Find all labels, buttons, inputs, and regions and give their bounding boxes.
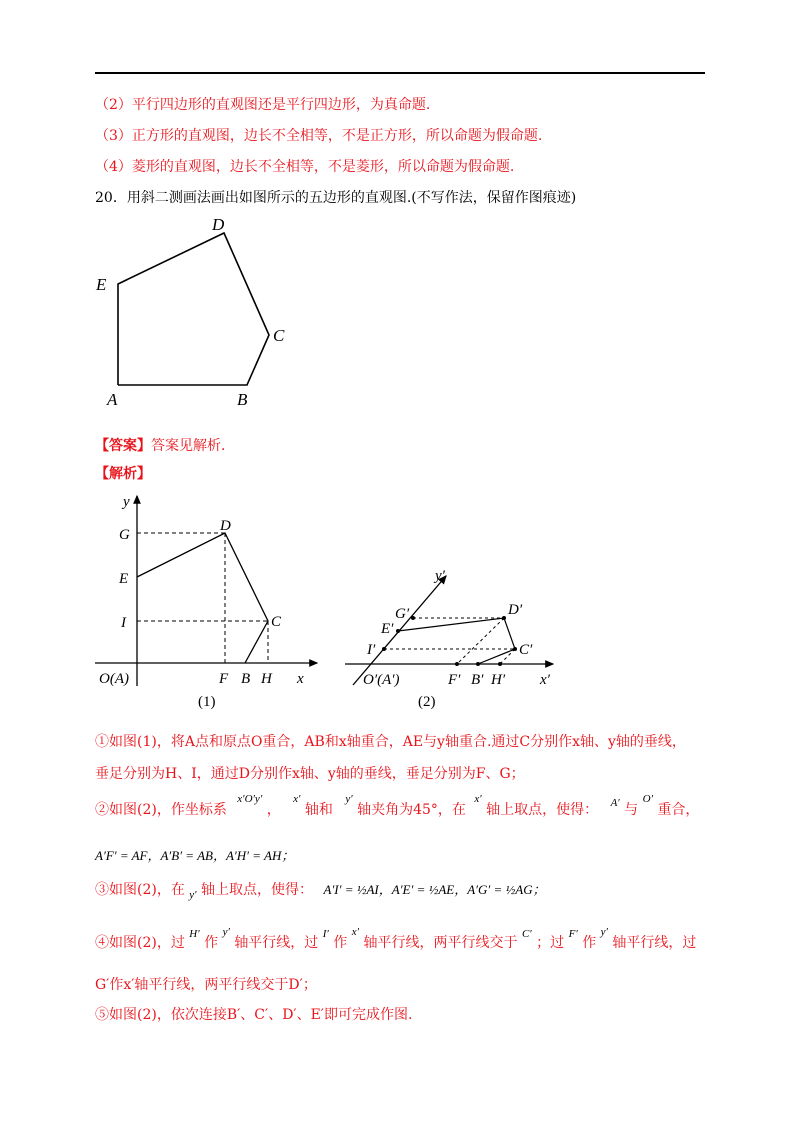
- label-D: D: [212, 215, 225, 234]
- label-y: y: [123, 494, 130, 510]
- step-4-math: I′: [322, 928, 329, 940]
- step-4-part: ；过: [536, 935, 565, 951]
- label-H: H: [261, 671, 272, 687]
- step-3-part: 轴上取点，使得：: [201, 882, 314, 898]
- step-4b: G′作x′轴平行线，两平行线交于D′；: [95, 977, 317, 993]
- step-5: ⑤如图(2)，依次连接B′、C′、D′、E′即可完成作图.: [95, 1007, 413, 1023]
- label-A: A: [107, 390, 118, 409]
- point-C: [513, 647, 517, 651]
- step-2-part: 重合，: [657, 802, 700, 818]
- step-4-part: 作: [333, 935, 348, 951]
- label-H-prime: H′: [491, 672, 506, 688]
- step-2-math: x′: [474, 793, 482, 805]
- label-I: I: [121, 615, 126, 631]
- dash-DF: [457, 618, 504, 664]
- item-4: （4）菱形的直观图，边长不全相等，不是菱形，所以命题为假命题.: [95, 159, 515, 175]
- label-x: x: [297, 671, 304, 687]
- caption-2: (2): [418, 694, 436, 710]
- point-I: [382, 647, 386, 651]
- step-4-part: ④如图(2)，过: [95, 935, 185, 951]
- label-C: C: [273, 326, 285, 345]
- figure-1: [95, 488, 325, 710]
- question-text: 用斜二测画法画出如图所示的五边形的直观图.(不写作法，保留作图痕迹): [126, 190, 577, 206]
- step-2: [95, 793, 700, 821]
- step-2-math: A′: [610, 797, 620, 809]
- label-G: G: [119, 527, 130, 543]
- point-H: [498, 662, 502, 666]
- step-2-math: x′: [293, 793, 301, 805]
- label-F-prime: F′: [448, 672, 461, 688]
- question-20: [95, 188, 576, 208]
- point-F: [455, 662, 459, 666]
- pentagon-figure: [90, 210, 310, 410]
- label-C: C: [271, 614, 282, 630]
- step-4-math: H′: [189, 928, 200, 940]
- step-4-part: 作: [582, 935, 597, 951]
- step-2-part: 轴夹角为45°，在: [357, 802, 466, 818]
- label-x-prime: x′: [540, 672, 550, 688]
- step-4-part: 作: [204, 935, 219, 951]
- step-4-math: x′: [351, 926, 360, 938]
- label-O-prime: O′(A′): [363, 672, 400, 688]
- dash-CH: [500, 649, 515, 664]
- step-4: [95, 926, 697, 954]
- point-E: [396, 629, 400, 633]
- item-3: （3）正方形的直观图，边长不全相等，不是正方形，所以命题为假命题.: [95, 128, 543, 144]
- step-4-part: 轴平行线，两平行线交于: [363, 935, 518, 951]
- step-4-math: y′: [222, 926, 230, 938]
- label-B: B: [237, 390, 248, 409]
- label-E: E: [119, 571, 129, 587]
- step-2-part: 轴上取点，使得：: [486, 802, 599, 818]
- step-2-math: O′: [642, 793, 653, 805]
- step-2-equations: A′F′ = AF，A′B′ = AB，A′H′ = AH；: [95, 848, 295, 863]
- pentagon-outline: [118, 233, 269, 385]
- step-2-math: x′O′y′: [237, 793, 263, 805]
- step-3: [95, 880, 546, 901]
- step-4-math: F′: [568, 928, 578, 940]
- step-4-math: y′: [600, 926, 608, 938]
- caption-1: (1): [198, 694, 216, 710]
- label-C-prime: C′: [519, 642, 533, 658]
- point-G: [411, 616, 415, 620]
- pentagon-1: [137, 533, 268, 663]
- label-F: F: [219, 671, 229, 687]
- label-O: O(A): [99, 671, 129, 687]
- step-1a: ①如图(1)，将A点和原点O重合，AB和x轴重合，AE与y轴重合.通过C分别作x轴、y轴的垂线，: [95, 734, 686, 750]
- step-2-part: 与: [624, 802, 639, 818]
- label-D: D: [220, 518, 231, 534]
- label-G-prime: G′: [395, 606, 410, 622]
- label-B: B: [241, 671, 251, 687]
- point-B: [476, 662, 480, 666]
- answer-text: 答案见解析．: [151, 438, 235, 454]
- figure-2: [345, 558, 570, 710]
- step-2-part: ②如图(2)，作坐标系: [95, 802, 227, 818]
- question-number: 20．: [95, 190, 127, 206]
- answer: [95, 436, 235, 456]
- label-E: E: [96, 275, 107, 294]
- label-B-prime: B′: [471, 672, 484, 688]
- step-2-math: y′: [345, 793, 353, 805]
- step-3-equations: A′I′ = ½AI，A′E′ = ½AE，A′G′ = ½AG；: [323, 882, 546, 897]
- pentagon-2: [398, 618, 515, 664]
- answer-tag: 【答案】: [95, 438, 151, 454]
- step-3-part: ③如图(2)，在: [95, 882, 185, 898]
- label-E-prime: E′: [381, 621, 394, 637]
- step-3-math: y′: [189, 889, 197, 901]
- label-I-prime: I′: [367, 642, 376, 658]
- step-2-part: 轴和: [304, 802, 333, 818]
- step-4-part: 轴平行线，过: [234, 935, 319, 951]
- top-rule: [95, 72, 705, 74]
- step-4-part: 轴平行线，过: [612, 935, 697, 951]
- point-D: [502, 616, 506, 620]
- step-1b: 垂足分别为H、I，通过D分别作x轴、y轴的垂线，垂足分别为F、G；: [95, 766, 525, 782]
- analysis-tag: 【解析】: [95, 466, 151, 482]
- label-y-prime: y′: [435, 568, 445, 584]
- item-2: （2）平行四边形的直观图还是平行四边形，为真命题.: [95, 97, 431, 113]
- step-4-math: C′: [521, 928, 532, 940]
- label-D-prime: D′: [508, 602, 523, 618]
- step-2-part: ，: [266, 802, 281, 818]
